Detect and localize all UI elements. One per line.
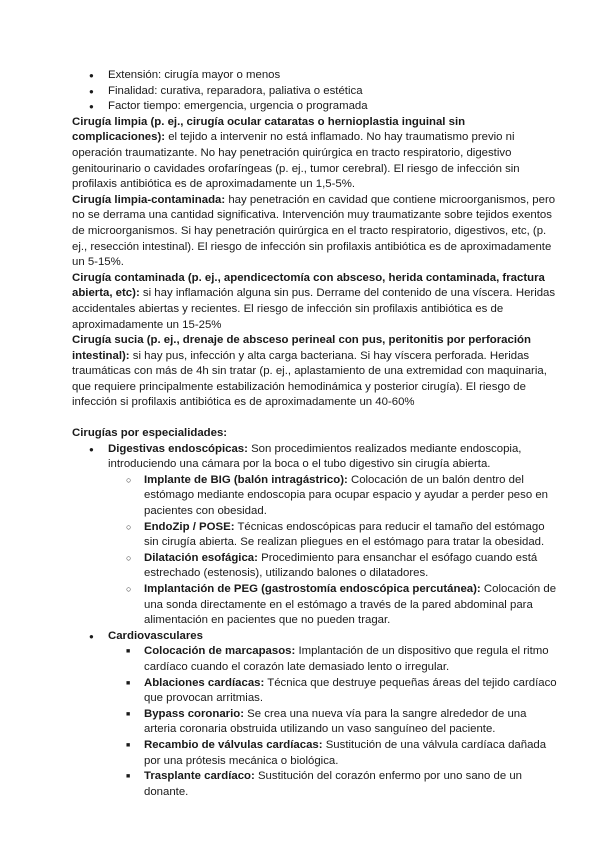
item-title: Implantación de PEG (gastrostomía endoscópica percutánea): <box>144 583 481 595</box>
item-title: Bypass coronario: <box>144 707 245 720</box>
paragraph-text: el tejido a intervenir no está inflamado. No hay traumatismo previo ni operación traumatizante. No hay penetración quirúrgica en tracto respiratorio, digestivo genitourinario o cavidades orofaríngeas (p. ej., tumor cerebral). El riesgo de infección sin profilaxis antibiótica es de aproximadamente un 1,5-5%. <box>72 131 520 191</box>
item-text: Técnicas endoscópicas para reducir el tamaño del estómago sin cirugía abierta. Se realizan pliegues en el estómago para tratar la obesidad. <box>144 520 545 549</box>
paragraph-title: Cirugía sucia (p. ej., drenaje de absceso perineal con pus, peritonitis por perforación intestinal): <box>72 334 531 362</box>
classification-section <box>72 115 560 411</box>
paragraph-text: si hay pus, infección y alta carga bacteriana. Si hay víscera perforada. Heridas traumáticas con más de 4h sin tratar (p. ej., aplastamiento de una extremidad con maquinaria, que requiere principalmente estabilización hemodinámica y posterior cirugía). El riesgo de infección si profilaxis antibiótica es de aproximadamente un 40-60% <box>72 349 547 409</box>
item-text: Técnica que destruye pequeñas áreas del tejido cardíaco que provocan arritmias. <box>144 676 557 705</box>
paragraph-text: si hay inflamación alguna sin pus. Derrame del contenido de una víscera. Heridas accidentales abiertas y recientes. El riesgo de infección sin profilaxis antibiótica es de aproximadamente un 15-25% <box>72 287 556 331</box>
item-text: Implantación de un dispositivo que regula el ritmo cardíaco cuando el corazón late demasiado lento o irregular. <box>144 645 549 673</box>
paragraph-dirty-surgery <box>72 333 560 411</box>
paragraph-contaminated-surgery <box>72 271 560 333</box>
intro-bullet-list <box>72 68 560 115</box>
list-item <box>72 738 560 769</box>
list-item <box>72 520 560 551</box>
item-text: Sustitución del corazón enfermo por uno sano de un donante. <box>144 770 523 798</box>
item-text: Colocación de un balón dentro del estómago mediante endoscopia para ocupar espacio y ayudar a perder peso en pacientes con obesidad. <box>144 473 549 518</box>
item-title: Implante de BIG (balón intragástrico): <box>144 473 348 486</box>
list-item <box>72 551 560 582</box>
list-item <box>72 676 560 707</box>
list-item <box>72 473 560 520</box>
specialty-digestive <box>72 442 560 473</box>
list-item <box>72 644 560 675</box>
paragraph-title: Cirugía limpia (p. ej., cirugía ocular cataratas o hernioplastia inguinal sin complicaciones): <box>72 115 466 144</box>
item-title: Ablaciones cardíacas: <box>144 676 265 689</box>
list-item <box>72 707 560 738</box>
list-item <box>72 582 560 629</box>
paragraph-clean-surgery <box>72 115 560 193</box>
section-heading: Cirugías por especialidades: <box>72 427 228 440</box>
item-title: EndoZip / POSE: <box>144 520 235 533</box>
item-title: Colocación de marcapasos: <box>144 645 296 658</box>
item-text: Sustitución de una válvula cardíaca dañada por una prótesis mecánica o biológica. <box>144 738 547 767</box>
item-title: Recambio de válvulas cardíacas: <box>144 738 323 751</box>
list-item: ● Finalidad: curativa, reparadora, paliativa o estética <box>72 84 560 100</box>
paragraph-title: Cirugía limpia-contaminada: <box>72 193 226 206</box>
paragraph-title: Cirugía contaminada (p. ej., apendicectomía con absceso, herida contaminada, fractura abierta, etc): <box>72 271 545 300</box>
item-text: Se crea una nueva vía para la sangre alrededor de una arteria coronaria obstruida utilizando un vaso sanguíneo del paciente. <box>144 707 527 736</box>
item-title: Trasplante cardíaco: <box>144 770 255 783</box>
item-title: Dilatación esofágica: <box>144 551 258 564</box>
paragraph-clean-contaminated-surgery <box>72 193 560 271</box>
specialty-title: Cardiovasculares <box>108 629 203 642</box>
paragraph-text: hay penetración en cavidad que contiene microorganismos, pero no se derrama una cantidad significativa. Intervención muy traumatizante sobre tejidos exentos de microorganismos. Si hay penetración quirúrgica en el tracto respiratorio, digestivos, etc, (p. ej., resección intestinal). El riesgo de infección sin profilaxis antibiótica es de aproximadamente un 5-15%. <box>72 193 556 269</box>
item-text: Procedimiento para ensanchar el esófago cuando está estrechado (estenosis), utilizando balones o dilatadores. <box>144 551 538 580</box>
specialties-list <box>72 442 560 801</box>
list-item <box>72 769 560 800</box>
specialty-title: Digestivas endoscópicas: <box>108 442 248 455</box>
list-item: ● Factor tiempo: emergencia, urgencia o programada <box>72 99 560 115</box>
list-item: ● Extensión: cirugía mayor o menos <box>72 68 560 84</box>
specialty-text: Son procedimientos realizados mediante endoscopia, introduciendo una cámara por la boca o el tubo digestivo sin cirugía abierta. <box>108 442 522 471</box>
specialty-cardiovascular <box>72 629 560 645</box>
item-text: Colocación de una sonda directamente en el estómago a través de la pared abdominal para alimentación en pacientes que no pueden tragar. <box>144 583 557 627</box>
